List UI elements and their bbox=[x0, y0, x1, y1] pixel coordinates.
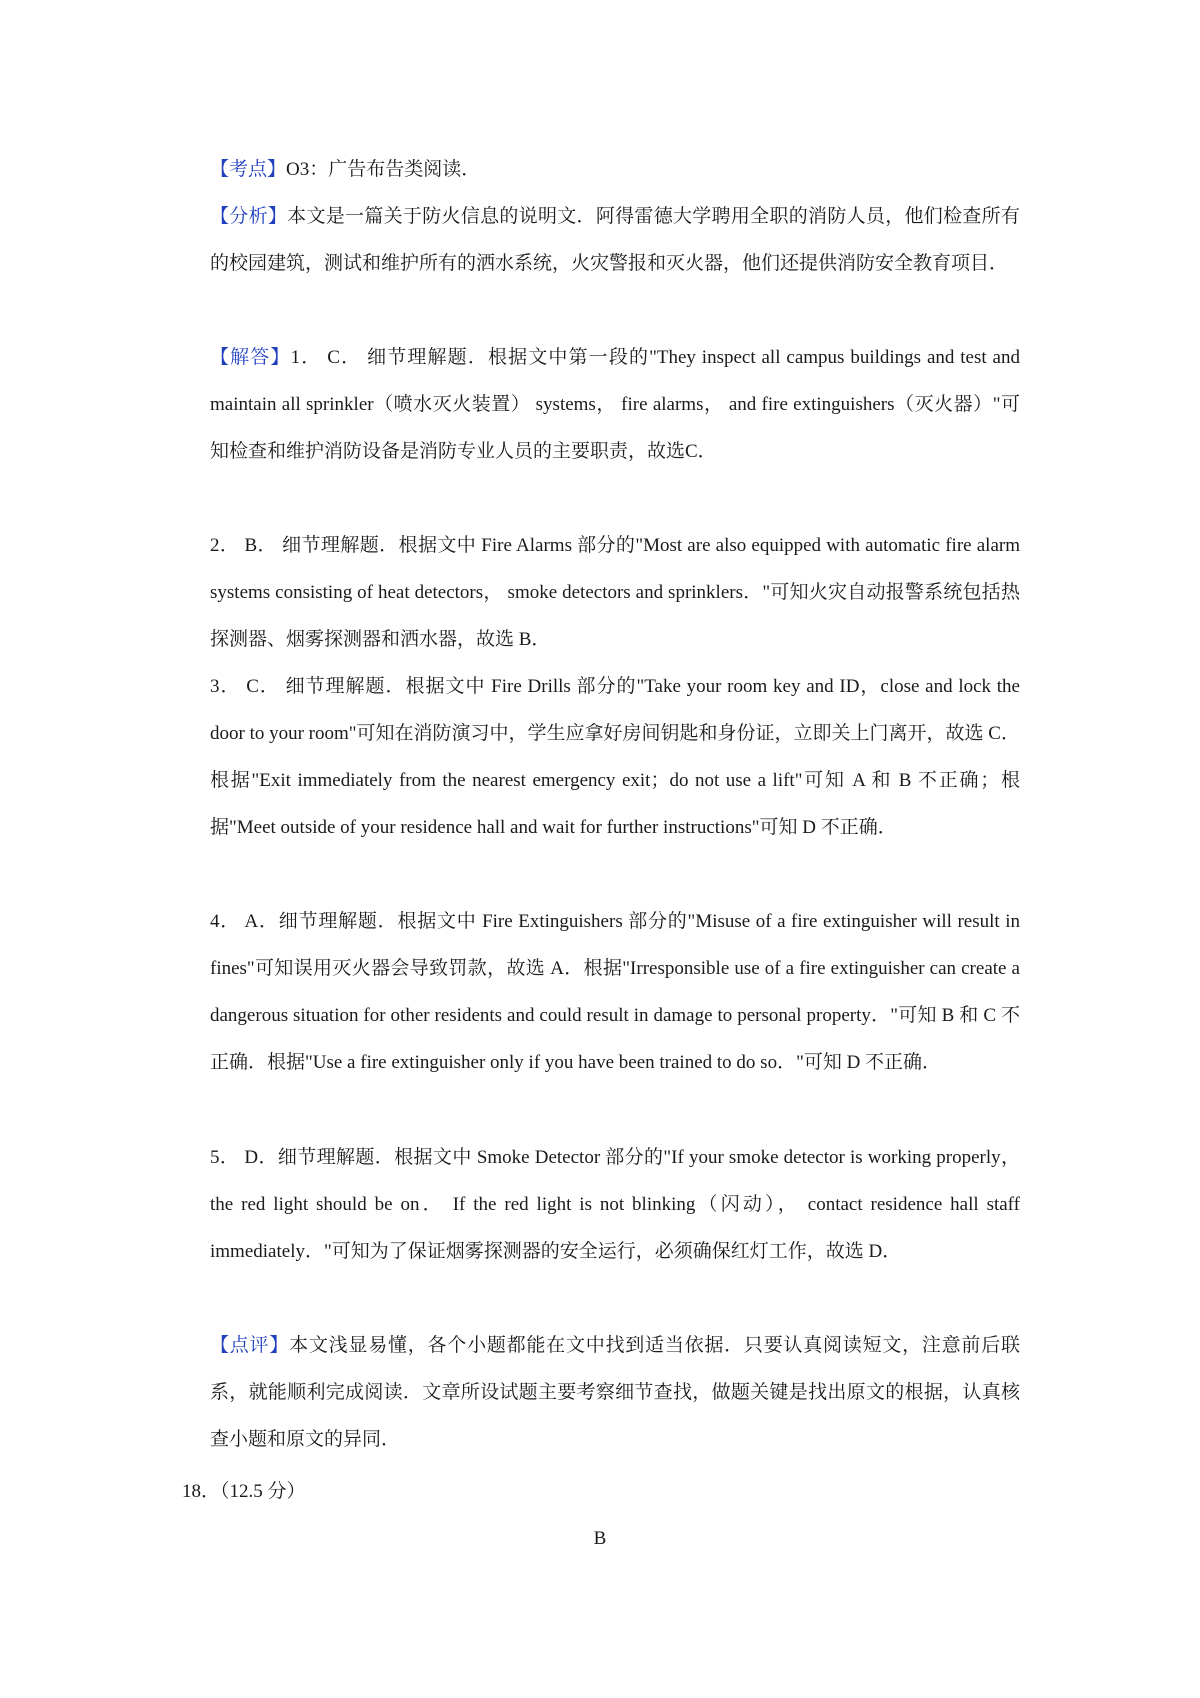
jieda-paragraph-4 bbox=[210, 898, 1020, 1086]
fenxi-paragraph bbox=[210, 193, 1020, 287]
jieda-item-1: 1． C． 细节理解题．根据文中第一段的"They inspect all campus buildings and test and maintain all sprinkler（喷水灭火装置） systems， fire alarms， and fire extinguishers（灭火器）"可知检查和维护消防设备是消防专业人员的主要职责，故选C． bbox=[210, 347, 1020, 462]
jieda-paragraph-2 bbox=[210, 522, 1020, 663]
section-heading: B bbox=[593, 1528, 607, 1549]
fenxi-tag: 【分析】 bbox=[210, 206, 288, 227]
kaodian-paragraph bbox=[210, 146, 1020, 193]
jieda-tag: 【解答】 bbox=[210, 347, 291, 368]
jieda-item-2: 2． B． 细节理解题．根据文中 Fire Alarms 部分的"Most are also equipped with automatic fire alarm systems consisting of heat detectors， smoke detectors and sprinklers．"可知火灾自动报警系统包括热探测器、烟雾探测器和洒水器，故选 B． bbox=[210, 535, 1020, 650]
fenxi-text: 本文是一篇关于防火信息的说明文．阿得雷德大学聘用全职的消防人员，他们检查所有的校园建筑，测试和维护所有的洒水系统，火灾警报和灭火器，他们还提供消防安全教育项目． bbox=[210, 206, 1020, 274]
dianping-tag: 【点评】 bbox=[210, 1335, 290, 1356]
kaodian-tag: 【考点】 bbox=[210, 159, 287, 180]
kaodian-text: O3：广告布告类阅读． bbox=[286, 159, 481, 180]
jieda-paragraph-1 bbox=[210, 334, 1020, 475]
dianping-paragraph bbox=[210, 1322, 1020, 1463]
jieda-paragraph-3 bbox=[210, 663, 1020, 851]
dianping-text: 本文浅显易懂，各个小题都能在文中找到适当依据．只要认真阅读短文，注意前后联系，就能顺利完成阅读．文章所设试题主要考察细节查找，做题关键是找出原文的根据，认真核查小题和原文的异同． bbox=[210, 1335, 1020, 1450]
jieda-item-3: 3． C． 细节理解题．根据文中 Fire Drills 部分的"Take your room key and ID，close and lock the door to your room"可知在消防演习中，学生应拿好房间钥匙和身份证，立即关上门离开，故选 C．根据"Exit immediately from the nearest emergency exit；do not use a lift"可知 A 和 B 不正确；根据"Meet outside of your residence hall and wait for further instructions"可知 D 不正确． bbox=[210, 676, 1020, 838]
jieda-item-4: 4． A．细节理解题．根据文中 Fire Extinguishers 部分的"Misuse of a fire extinguisher will result in fines"可知误用灭火器会导致罚款，故选 A．根据"Irresponsible use of a fire extinguisher can create a dangerous situation for other residents and could result in damage to personal property．"可知 B 和 C 不正确．根据"Use a fire extinguisher only if you have been trained to do so．"可知 D 不正确． bbox=[210, 911, 1020, 1073]
jieda-paragraph-5 bbox=[210, 1134, 1020, 1275]
jieda-item-5: 5． D．细节理解题．根据文中 Smoke Detector 部分的"If your smoke detector is working properly， the red light should be on． If the red light is not blinking（闪动）， contact residence hall staff immediately．"可知为了保证烟雾探测器的安全运行，必须确保红灯工作，故选 D． bbox=[210, 1147, 1020, 1262]
question-number: 18．（12.5 分） bbox=[182, 1481, 306, 1502]
